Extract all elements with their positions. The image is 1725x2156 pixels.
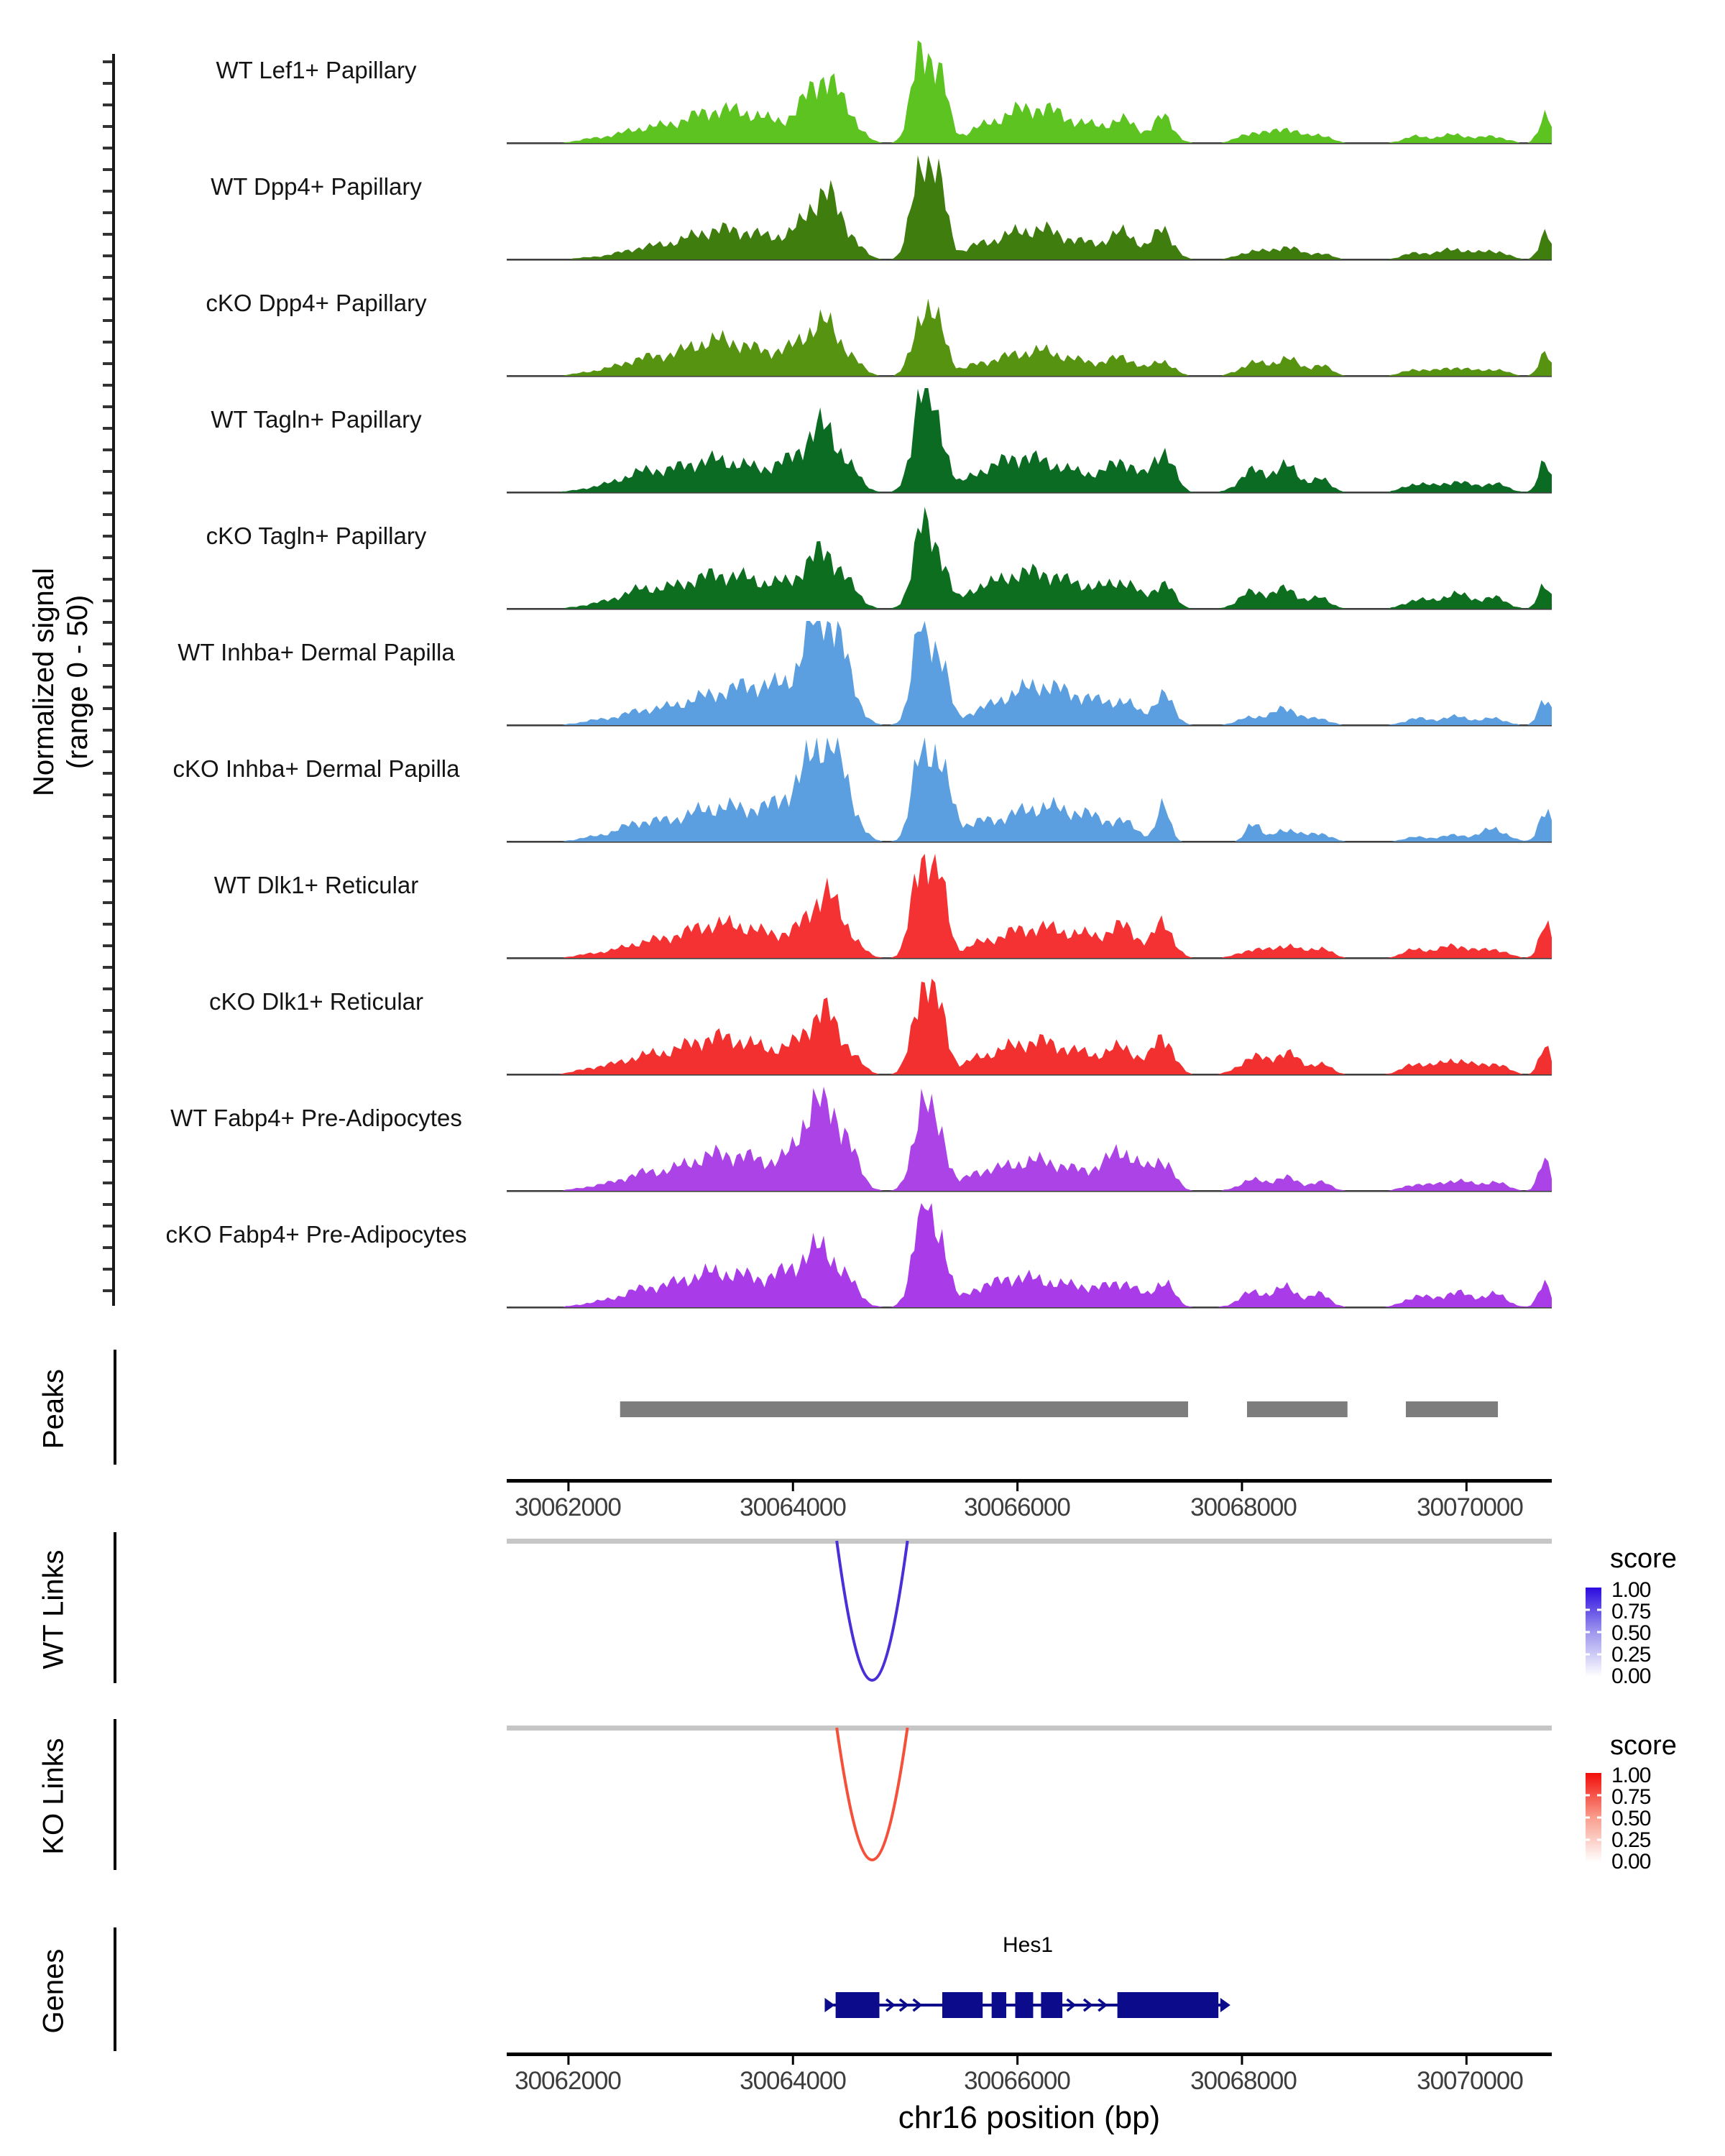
y-axis-tick <box>103 707 112 710</box>
y-axis-tick <box>103 1203 112 1206</box>
y-axis-tick <box>103 578 112 581</box>
axis2-tick-3: 30068000 <box>1190 2067 1297 2095</box>
y-axis-tick <box>103 1160 112 1163</box>
y-axis-tick <box>103 1031 112 1033</box>
x-axis-tickmark-0 <box>567 1483 569 1491</box>
gene-name-label: Hes1 <box>1002 1933 1054 1957</box>
gene-exon-0 <box>836 1992 880 2018</box>
coverage-area-4 <box>507 507 1552 609</box>
wt-score-legend-title: score <box>1610 1544 1677 1574</box>
y-axis-tick <box>103 254 112 257</box>
wt-link-topline <box>507 1539 1552 1544</box>
coverage-area-6 <box>507 737 1552 842</box>
y-axis-tick <box>103 492 112 494</box>
wt-legend-0.50: 0.50 <box>1611 1621 1651 1645</box>
y-axis-tick <box>103 513 112 516</box>
y-axis-tick <box>103 621 112 624</box>
track-label-3: WT Tagln+ Papillary <box>211 406 422 433</box>
y-axis-tick <box>103 276 112 279</box>
y-axis-tick <box>103 1052 112 1055</box>
peak-bar-1 <box>1247 1401 1348 1417</box>
y-axis-label <box>27 251 95 1113</box>
y-axis-tick <box>103 858 112 861</box>
ko-link-bracket <box>114 1719 116 1870</box>
coverage-area-3 <box>507 388 1552 492</box>
y-axis-tick <box>103 1138 112 1141</box>
y-axis-tick <box>103 750 112 753</box>
y-axis-tick <box>103 125 112 128</box>
track-label-1: WT Dpp4+ Papillary <box>211 173 422 200</box>
track-label-9: WT Fabp4+ Pre-Adipocytes <box>170 1105 462 1131</box>
y-axis-tick <box>103 362 112 365</box>
y-axis-tick <box>103 815 112 818</box>
y-axis-tick <box>103 923 112 926</box>
y-axis-tick <box>103 384 112 387</box>
axis2-tick-2: 30066000 <box>964 2067 1070 2095</box>
track-label-8: cKO Dlk1+ Reticular <box>208 988 423 1015</box>
y-axis-tick <box>103 341 112 344</box>
gene-exon-5 <box>1118 1992 1219 2018</box>
gene-start-arrow <box>824 1998 834 2012</box>
ko-legend-0.50: 0.50 <box>1611 1807 1651 1830</box>
peaks-panel-label: Peaks <box>37 1368 70 1450</box>
y-axis-tick <box>103 470 112 473</box>
track-label-10: cKO Fabp4+ Pre-Adipocytes <box>165 1221 467 1248</box>
peaks-bracket <box>114 1350 116 1465</box>
y-axis-tick <box>103 103 112 106</box>
ko-legend-bar-tick <box>1597 1817 1601 1819</box>
y-axis-label-line1: Normalized signal <box>28 568 60 796</box>
y-axis-tick <box>103 319 112 322</box>
wt-legend-bar-tick <box>1597 1631 1601 1634</box>
x-axis-tickmark-0 <box>567 2056 569 2065</box>
genes-panel-label: Genes <box>37 1948 70 2034</box>
y-axis-tick <box>103 966 112 969</box>
y-axis-tick <box>103 729 112 732</box>
y-axis-tick <box>103 233 112 236</box>
track-label-5: WT Inhba+ Dermal Papilla <box>178 639 455 665</box>
x-axis-line <box>507 1479 1552 1483</box>
genes-bracket <box>114 1927 116 2051</box>
wt-link-arc <box>837 1541 907 1680</box>
coverage-area-10 <box>507 1203 1552 1307</box>
y-axis-tick <box>103 793 112 796</box>
x-axis-tickmark-2 <box>1016 1483 1018 1491</box>
wt-legend-bar-tick <box>1597 1609 1601 1611</box>
wt-legend-0.25: 0.25 <box>1611 1643 1651 1667</box>
wt-legend-0.00: 0.00 <box>1611 1664 1651 1688</box>
track-label-2: cKO Dpp4+ Papillary <box>206 290 427 316</box>
ko-legend-0.25: 0.25 <box>1611 1828 1651 1852</box>
wt-legend-bar-tick <box>1586 1609 1590 1611</box>
y-axis-tick <box>103 1074 112 1077</box>
gene-end-arrow <box>1220 1998 1230 2012</box>
axis1-tick-3: 30068000 <box>1190 1493 1297 1521</box>
ko-legend-bar-tick <box>1586 1839 1590 1841</box>
wt-legend-1.00: 1.00 <box>1611 1578 1651 1602</box>
track-label-0: WT Lef1+ Papillary <box>216 57 417 83</box>
peak-bar-0 <box>620 1401 1188 1417</box>
wt-legend-0.75: 0.75 <box>1611 1600 1651 1623</box>
ko-legend-0.00: 0.00 <box>1611 1850 1651 1874</box>
peak-bar-2 <box>1406 1401 1498 1417</box>
y-axis-tick <box>103 448 112 451</box>
track-label-7: WT Dlk1+ Reticular <box>213 872 419 898</box>
wt-legend-bar-tick <box>1586 1631 1590 1634</box>
track-label-6: cKO Inhba+ Dermal Papilla <box>172 755 460 782</box>
ko-legend-0.75: 0.75 <box>1611 1785 1651 1809</box>
axis2-tick-1: 30064000 <box>740 2067 846 2095</box>
axis2-tick-0: 30062000 <box>515 2067 621 2095</box>
gene-exon-4 <box>1041 1992 1062 2018</box>
x-axis-tickmark-1 <box>792 1483 794 1491</box>
axis2-tick-4: 30070000 <box>1417 2067 1523 2095</box>
x-axis-title: chr16 position (bp) <box>898 2100 1161 2135</box>
ko-link-arc <box>837 1728 907 1860</box>
x-axis-tickmark-1 <box>792 2056 794 2065</box>
coverage-area-5 <box>507 621 1552 725</box>
x-axis-tickmark-2 <box>1016 2056 1018 2065</box>
y-axis-tick <box>103 168 112 171</box>
x-axis-tickmark-4 <box>1466 1483 1468 1491</box>
ko-legend-bar-tick <box>1597 1839 1601 1841</box>
gene-exon-2 <box>992 1992 1006 2018</box>
axis1-tick-1: 30064000 <box>740 1493 846 1521</box>
y-axis-tick <box>103 686 112 688</box>
gene-exon-1 <box>942 1992 983 2018</box>
y-axis-tick <box>103 599 112 602</box>
gene-exon-3 <box>1015 1992 1033 2018</box>
y-axis-tick <box>103 1289 112 1292</box>
y-axis-tick <box>103 901 112 904</box>
ko-link-topline <box>507 1726 1552 1731</box>
y-axis-label-line2: (range 0 - 50) <box>62 594 93 770</box>
axis1-tick-0: 30062000 <box>515 1493 621 1521</box>
coverage-area-0 <box>507 40 1552 143</box>
ko-legend-bar-tick <box>1586 1795 1590 1797</box>
y-axis-tick <box>103 944 112 947</box>
y-axis-tick <box>103 147 112 149</box>
x-axis-tickmark-3 <box>1241 1483 1243 1491</box>
y-axis-tick <box>103 556 112 559</box>
ko-links-panel-label: KO Links <box>37 1738 70 1855</box>
x-axis-line <box>507 2053 1552 2056</box>
axis1-tick-2: 30066000 <box>964 1493 1070 1521</box>
x-axis-tickmark-3 <box>1241 2056 1243 2065</box>
wt-link-bracket <box>114 1532 116 1683</box>
coverage-area-7 <box>507 854 1552 958</box>
ko-legend-bar-tick <box>1586 1817 1590 1819</box>
wt-links-panel-label: WT Links <box>37 1549 70 1669</box>
axis1-tick-4: 30070000 <box>1417 1493 1523 1521</box>
coverage-area-9 <box>507 1087 1552 1191</box>
ko-legend-bar-tick <box>1597 1795 1601 1797</box>
coverage-area-2 <box>507 299 1552 377</box>
y-axis-tick <box>103 211 112 214</box>
ko-score-legend-title: score <box>1610 1731 1677 1761</box>
y-axis-tick <box>103 1095 112 1098</box>
track-label-4: cKO Tagln+ Papillary <box>206 522 427 549</box>
x-axis-tickmark-4 <box>1466 2056 1468 2065</box>
wt-legend-bar-tick <box>1597 1654 1601 1656</box>
ko-legend-1.00: 1.00 <box>1611 1764 1651 1787</box>
y-axis-tick <box>103 1181 112 1184</box>
coverage-area-8 <box>507 979 1552 1074</box>
coverage-area-1 <box>507 155 1552 259</box>
y-axis-tick <box>103 837 112 839</box>
wt-legend-bar-tick <box>1586 1654 1590 1656</box>
y-axis-tick <box>103 1268 112 1271</box>
